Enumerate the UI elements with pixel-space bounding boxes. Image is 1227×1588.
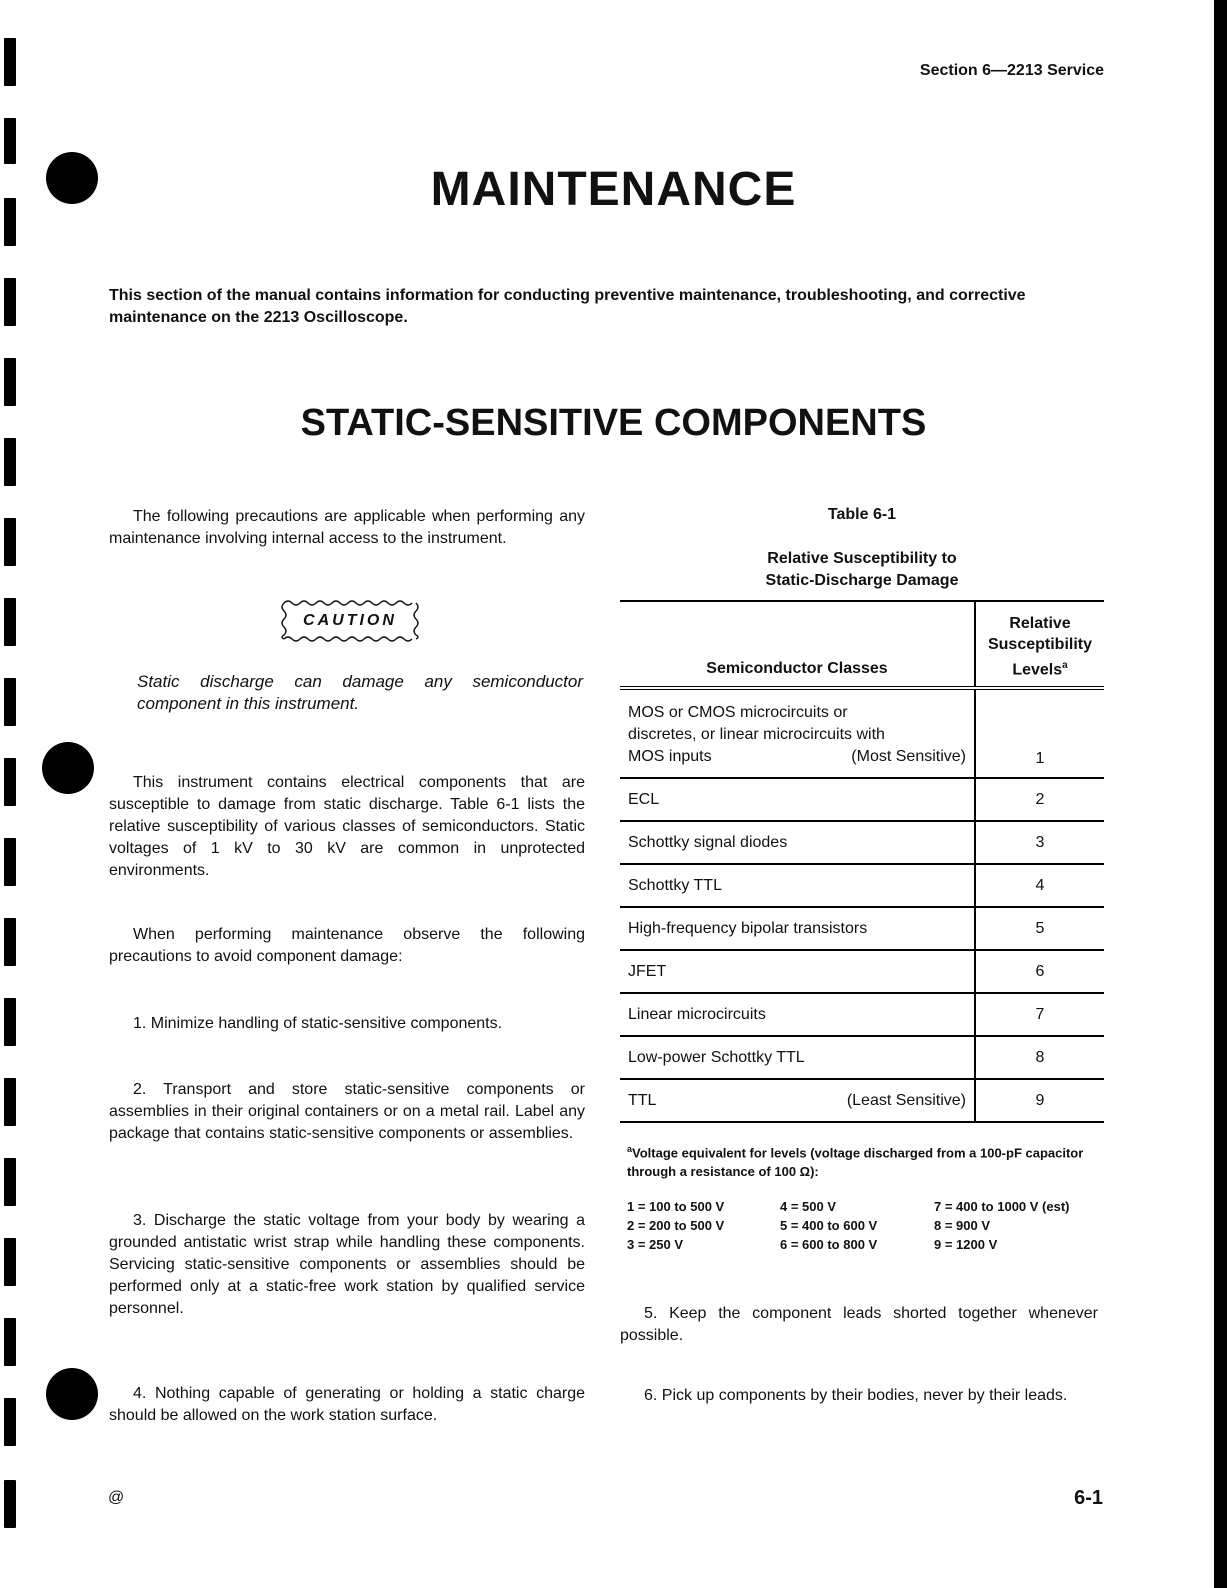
table-row: JFET 6	[620, 950, 1104, 993]
page-edge	[1214, 0, 1227, 1588]
table-row: MOS or CMOS microcircuits or discretes, or linear microcircuits with MOS inputs (Most Sensitive) 1	[620, 688, 1104, 778]
list-item-6: 6. Pick up components by their bodies, never by their leads.	[644, 1387, 1068, 1404]
table-header-levels: Relative Susceptibility Levels$^a$	[987, 614, 1093, 678]
caution-text: Static discharge can damage any semiconductor component in this instrument.	[137, 672, 583, 713]
footer-mark: @	[108, 1489, 125, 1506]
caution-box	[276, 597, 424, 645]
precautions-paragraph: When performing maintenance observe the following precautions to avoid component damage:	[109, 926, 585, 965]
list-item-1: 1. Minimize handling of static-sensitive components.	[133, 1015, 503, 1032]
punch-hole-middle	[42, 742, 94, 794]
table-header-classes: Semiconductor Classes	[620, 601, 975, 688]
levels-column-1: 1 = 100 to 500 V 2 = 200 to 500 V 3 = 250 V	[627, 1199, 725, 1252]
table-row: TTL (Least Sensitive) 9	[620, 1079, 1104, 1122]
table-title: Table 6-1	[827, 506, 897, 523]
list-item-4: 4. Nothing capable of generating or holding a static charge should be allowed on the work station surface.	[109, 1385, 585, 1424]
table-row: ECL 2	[620, 778, 1104, 821]
list-item-5: 5. Keep the component leads shorted together whenever possible.	[620, 1305, 1098, 1344]
table-footnote: $^a$Voltage equivalent for levels (voltage discharged from a 100-pF capacitor through a resistance of 100 Ω):	[627, 1144, 1084, 1180]
section-header: Section 6—2213 Service	[919, 62, 1104, 79]
table-row: High-frequency bipolar transistors 5	[620, 907, 1104, 950]
page-title: MAINTENANCE	[430, 163, 797, 216]
intro-paragraph: This section of the manual contains information for conducting preventive maintenance, troubleshooting, and corrective maintenance on the 2213 Oscilloscope.	[109, 287, 1026, 326]
caution-label: CAUTION	[303, 612, 397, 629]
table-row: Schottky TTL 4	[620, 864, 1104, 907]
susceptibility-paragraph: This instrument contains electrical components that are susceptible to damage from static discharge. Table 6-1 lists the relative susceptibility of various classes of semiconductors. Static voltages of 1 kV to 30 kV are common in unprotected environments.	[109, 774, 585, 879]
precautions-intro: The following precautions are applicable when performing any maintenance involving internal access to the instrument.	[109, 508, 585, 547]
section-title: STATIC-SENSITIVE COMPONENTS	[300, 402, 927, 444]
susceptibility-table	[620, 600, 1104, 1123]
list-item-2: 2. Transport and store static-sensitive components or assemblies in their original containers or on a metal rail. Label any package that contains static-sensitive components or assemblies.	[109, 1081, 585, 1142]
table-row: Linear microcircuits 7	[620, 993, 1104, 1036]
table-row: Low-power Schottky TTL 8	[620, 1036, 1104, 1079]
list-item-3: 3. Discharge the static voltage from your body by wearing a grounded antistatic wrist strap while handling these components. Servicing static-sensitive components or assemblies should be performed only at a static-free work station by qualified service personnel.	[109, 1212, 585, 1317]
table-subtitle: Relative Susceptibility to Static-Discharge Damage	[765, 550, 959, 589]
levels-column-2: 4 = 500 V 5 = 400 to 600 V 6 = 600 to 800 V	[780, 1199, 878, 1252]
punch-hole-bottom	[46, 1368, 98, 1420]
table-row: Schottky signal diodes 3	[620, 821, 1104, 864]
levels-column-3: 7 = 400 to 1000 V (est) 8 = 900 V 9 = 1200 V	[934, 1199, 1070, 1252]
page-number: 6-1	[1074, 1487, 1103, 1509]
